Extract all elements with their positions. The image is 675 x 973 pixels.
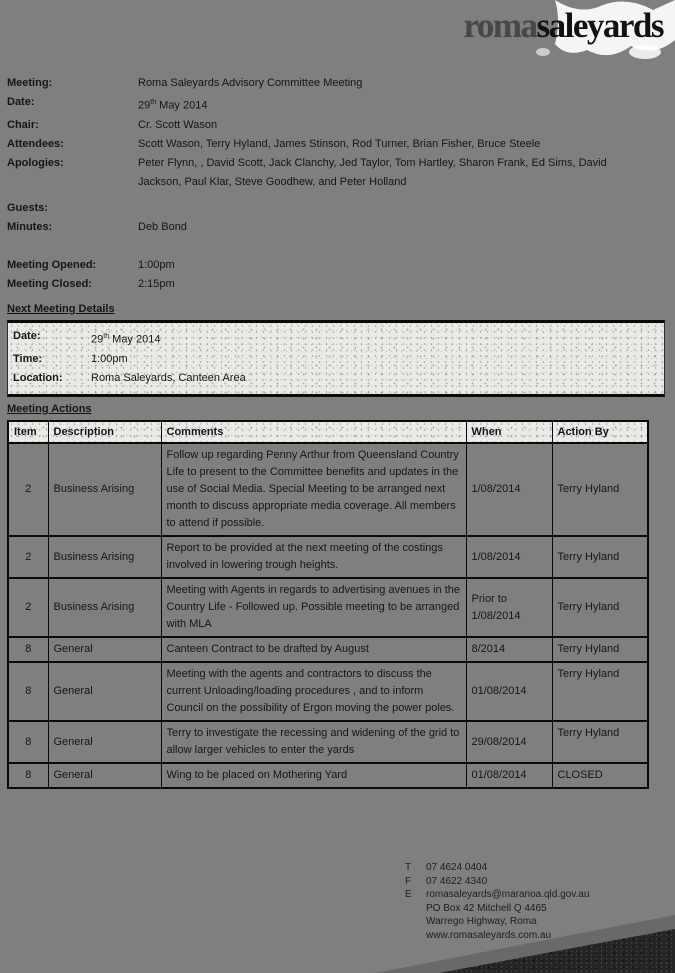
- table-row: [8, 578, 648, 637]
- next-date-label: Date:: [13, 330, 41, 342]
- cell-description: Business Arising: [48, 536, 161, 578]
- col-header-description: Description: [48, 421, 161, 443]
- cell-item: 8: [8, 721, 48, 763]
- meta-label-date: Date:: [7, 96, 35, 108]
- cell-description: Business Arising: [48, 443, 161, 536]
- cell-description: Business Arising: [48, 578, 161, 637]
- logo-word-roma: roma: [463, 6, 537, 45]
- cell-when: 29/08/2014: [466, 721, 552, 763]
- roma-saleyards-logo: [395, 0, 675, 66]
- cell-comments: Meeting with the agents and contractors to discuss the current Unloading/loading procedures , and to inform Council on the possibility of Ergon moving the power poles.: [161, 662, 466, 721]
- meta-row-minutes: [7, 218, 669, 237]
- col-header-item: Item: [8, 421, 48, 443]
- meta-label-guests: Guests:: [7, 201, 48, 214]
- meta-row-date: [7, 93, 669, 116]
- meta-row-meeting: [7, 74, 669, 93]
- meta-value-closed: 2:15pm: [138, 277, 175, 290]
- cell-when: 8/2014: [466, 637, 552, 662]
- fax-number: 07 4622 4340: [426, 875, 488, 887]
- cell-comments: Follow up regarding Penny Arthur from Queensland Country Life to present to the Committee benefits and updates in the use of Social Media. Special Meeting to be arranged next month to discuss appropriate media coverage. All members to attend if possible.: [161, 443, 466, 536]
- next-meeting-panel: [7, 320, 665, 397]
- footer-address-row-2: [405, 915, 589, 929]
- meta-label-apologies: Apologies:: [7, 156, 64, 169]
- table-row: [8, 662, 648, 721]
- meta-value-minutes: Deb Bond: [138, 220, 187, 233]
- meta-value-meeting: Roma Saleyards Advisory Committee Meeting: [138, 77, 363, 89]
- meeting-actions-heading: Meeting Actions: [7, 403, 92, 415]
- phone-key: T: [405, 862, 412, 873]
- table-row: [8, 637, 648, 662]
- meta-label-attendees: Attendees:: [7, 137, 64, 150]
- spacer: [7, 237, 669, 256]
- meta-label-opened: Meeting Opened:: [7, 258, 97, 271]
- meeting-actions-section: [7, 402, 669, 789]
- meeting-actions-table: [7, 420, 649, 789]
- cell-item: 2: [8, 443, 48, 536]
- meta-row-chair: [7, 116, 669, 135]
- meta-label-minutes: Minutes:: [7, 220, 53, 233]
- footer-key-blank: [405, 929, 426, 943]
- meta-row-attendees: [7, 135, 669, 154]
- cell-description: General: [48, 721, 161, 763]
- next-location-value: Roma Saleyards, Canteen Area: [91, 371, 246, 384]
- footer-key-blank: [405, 902, 426, 916]
- cell-description: General: [48, 763, 161, 788]
- next-meeting-date-row: [8, 327, 664, 350]
- next-date-day: 29: [91, 333, 104, 346]
- meta-value-chair: Cr. Scott Wason: [138, 118, 218, 131]
- meta-value-apologies: Peter Flynn, , David Scott, Jack Clanchy, Jed Taylor, Tom Hartley, Sharon Frank, Ed Sims, David Jackson, Paul Klar, Steve Goodhew, and Peter Holland: [138, 156, 607, 188]
- meta-row-guests: [7, 199, 669, 218]
- date-ordinal: th: [150, 99, 157, 106]
- logo-wordmark: [463, 8, 663, 43]
- table-row: [8, 443, 648, 536]
- cell-item: 2: [8, 578, 48, 637]
- meta-value-attendees: Scott Wason, Terry Hyland, James Stinson, Rod Turner, Brian Fisher, Bruce Steele: [138, 137, 541, 150]
- meta-row-closed: [7, 275, 669, 294]
- cell-description: General: [48, 637, 161, 662]
- date-rest: May 2014: [156, 99, 208, 112]
- meeting-meta-block: [7, 74, 669, 294]
- cell-action-by: Terry Hyland: [552, 721, 648, 763]
- cell-item: 8: [8, 637, 48, 662]
- next-date-value: [91, 327, 160, 350]
- cell-comments: Meeting with Agents in regards to advertising avenues in the Country Life - Followed up. Possible meeting to be arranged with MLA: [161, 578, 466, 637]
- cell-action-by: Terry Hyland: [552, 443, 648, 536]
- date-day: 29: [138, 99, 151, 112]
- cell-action-by: Terry Hyland: [552, 662, 648, 721]
- street-address: Warrego Highway, Roma: [426, 916, 537, 927]
- col-header-when: When: [466, 421, 552, 443]
- meta-label-closed: Meeting Closed:: [7, 277, 92, 290]
- col-header-comments: Comments: [161, 421, 466, 443]
- cell-action-by: CLOSED: [552, 763, 648, 788]
- email-address: romasaleyards@maranoa.qld.gov.au: [426, 889, 590, 900]
- meta-row-apologies: [7, 154, 669, 192]
- footer-phone-row: [405, 861, 589, 875]
- next-meeting-time-row: [8, 350, 664, 369]
- email-key: E: [405, 889, 412, 900]
- spacer: [7, 192, 669, 199]
- next-date-ordinal: th: [103, 333, 110, 340]
- cell-comments: Report to be provided at the next meeting of the costings involved in lowering trough heights.: [161, 536, 466, 578]
- next-time-label: Time:: [13, 352, 43, 365]
- cell-action-by: Terry Hyland: [552, 536, 648, 578]
- cell-comments: Terry to investigate the recessing and widening of the grid to allow larger vehicles to enter the yards: [161, 721, 466, 763]
- logo-word-saleyards: saleyards: [536, 6, 663, 45]
- cell-when: Prior to 1/08/2014: [466, 578, 552, 637]
- meta-value-guests: [138, 199, 653, 218]
- cell-when: 01/08/2014: [466, 763, 552, 788]
- footer-address-row-1: [405, 902, 589, 916]
- meta-label-chair: Chair:: [7, 118, 39, 131]
- table-row: [8, 721, 648, 763]
- next-time-value: 1:00pm: [91, 352, 128, 365]
- meta-row-opened: [7, 256, 669, 275]
- table-header-row: [8, 421, 648, 443]
- cell-action-by: Terry Hyland: [552, 578, 648, 637]
- cell-when: 01/08/2014: [466, 662, 552, 721]
- postal-address: PO Box 42 Mitchell Q 4465: [426, 902, 547, 914]
- meta-value-date: [138, 93, 653, 116]
- cell-when: 1/08/2014: [466, 536, 552, 578]
- footer-email-row: [405, 888, 589, 902]
- cell-when: 1/08/2014: [466, 443, 552, 536]
- next-meeting-location-row: [8, 369, 664, 388]
- footer-key-blank: [405, 915, 426, 929]
- cell-item: 8: [8, 662, 48, 721]
- next-location-label: Location:: [13, 371, 63, 384]
- next-meeting-heading: Next Meeting Details: [7, 303, 115, 315]
- website-url: www.romasaleyards.com.au: [426, 929, 552, 941]
- cell-comments: Canteen Contract to be drafted by August: [161, 637, 466, 662]
- fax-key: F: [405, 875, 412, 887]
- table-row: [8, 763, 648, 788]
- cell-action-by: Terry Hyland: [552, 637, 648, 662]
- cell-comments: Wing to be placed on Mothering Yard: [161, 763, 466, 788]
- next-date-rest: May 2014: [109, 333, 161, 346]
- footer-fax-row: [405, 875, 589, 889]
- phone-number: 07 4624 0404: [426, 862, 488, 873]
- table-row: [8, 536, 648, 578]
- contact-footer: [405, 861, 589, 942]
- cell-item: 2: [8, 536, 48, 578]
- next-meeting-section: [7, 302, 665, 397]
- cell-item: 8: [8, 763, 48, 788]
- meta-value-opened: 1:00pm: [138, 258, 175, 271]
- col-header-action-by: Action By: [552, 421, 648, 443]
- meta-label-meeting: Meeting:: [7, 77, 53, 89]
- cell-description: General: [48, 662, 161, 721]
